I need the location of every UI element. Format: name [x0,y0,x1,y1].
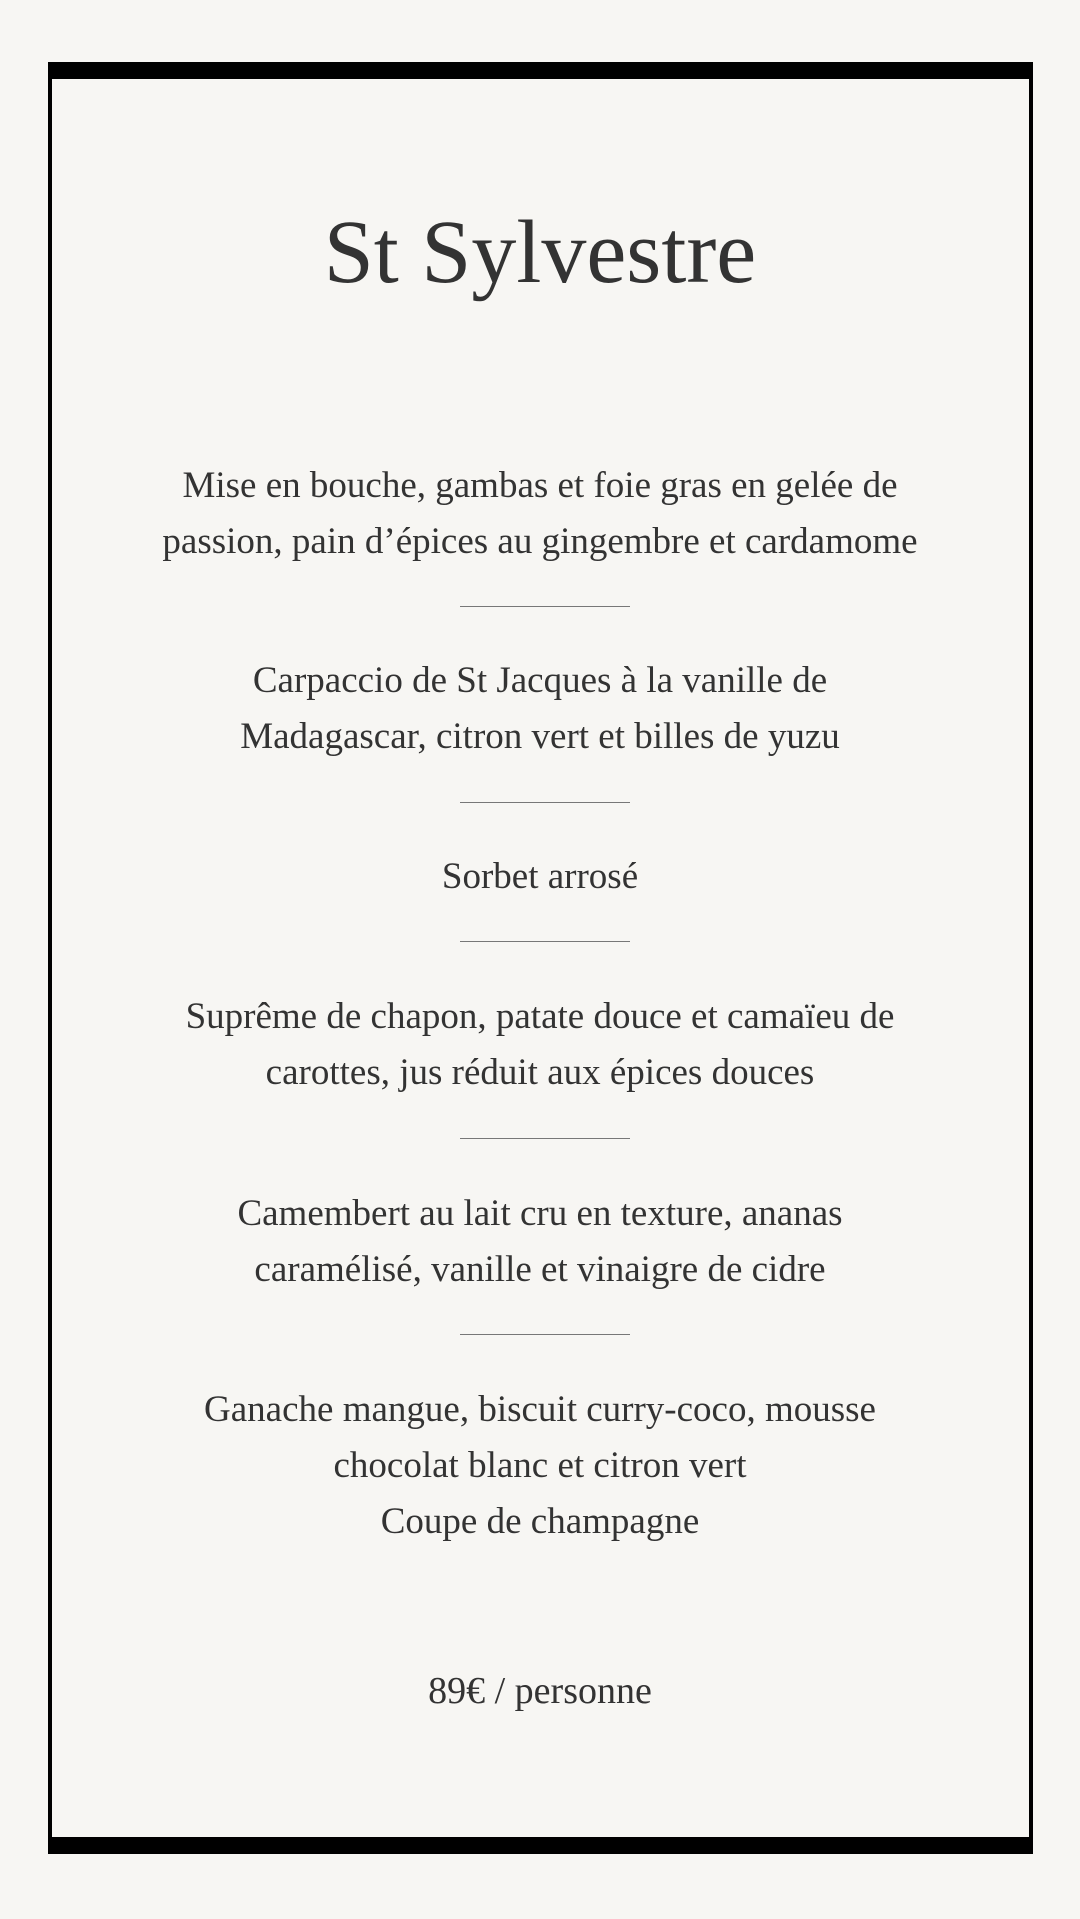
course-line: carottes, jus réduit aux épices douces [265,1052,815,1093]
course-amuse-bouche [80,458,1000,570]
course-line: Sorbet arrosé [441,856,639,897]
course-line: passion, pain d’épices au gingembre et cardamome [162,521,918,562]
course-divider [460,1138,630,1139]
menu-title: St Sylvestre [323,203,757,302]
course-line: Madagascar, citron vert et billes de yuzu [240,716,840,757]
course-line: Coupe de champagne [380,1501,700,1542]
course-divider [460,802,630,803]
course-line: Camembert au lait cru en texture, ananas [237,1193,843,1234]
course-line: Carpaccio de St Jacques à la vanille de [252,660,828,701]
course-sorbet [80,849,1000,905]
menu-price: 89€ / personne [428,1670,652,1712]
course-line: Ganache mangue, biscuit curry-coco, mousse [204,1389,876,1430]
course-cheese [80,1186,1000,1298]
course-starter [80,653,1000,765]
course-divider [460,606,630,607]
course-line: Mise en bouche, gambas et foie gras en gelée de [182,465,898,506]
course-main [80,989,1000,1101]
course-divider [460,1334,630,1335]
course-line: caramélisé, vanille et vinaigre de cidre [254,1249,826,1290]
course-line: chocolat blanc et citron vert [333,1445,747,1486]
course-line: Suprême de chapon, patate douce et camaïeu de [185,996,895,1037]
menu-frame [48,62,1033,1854]
course-divider [460,941,630,942]
course-dessert [80,1382,1000,1550]
